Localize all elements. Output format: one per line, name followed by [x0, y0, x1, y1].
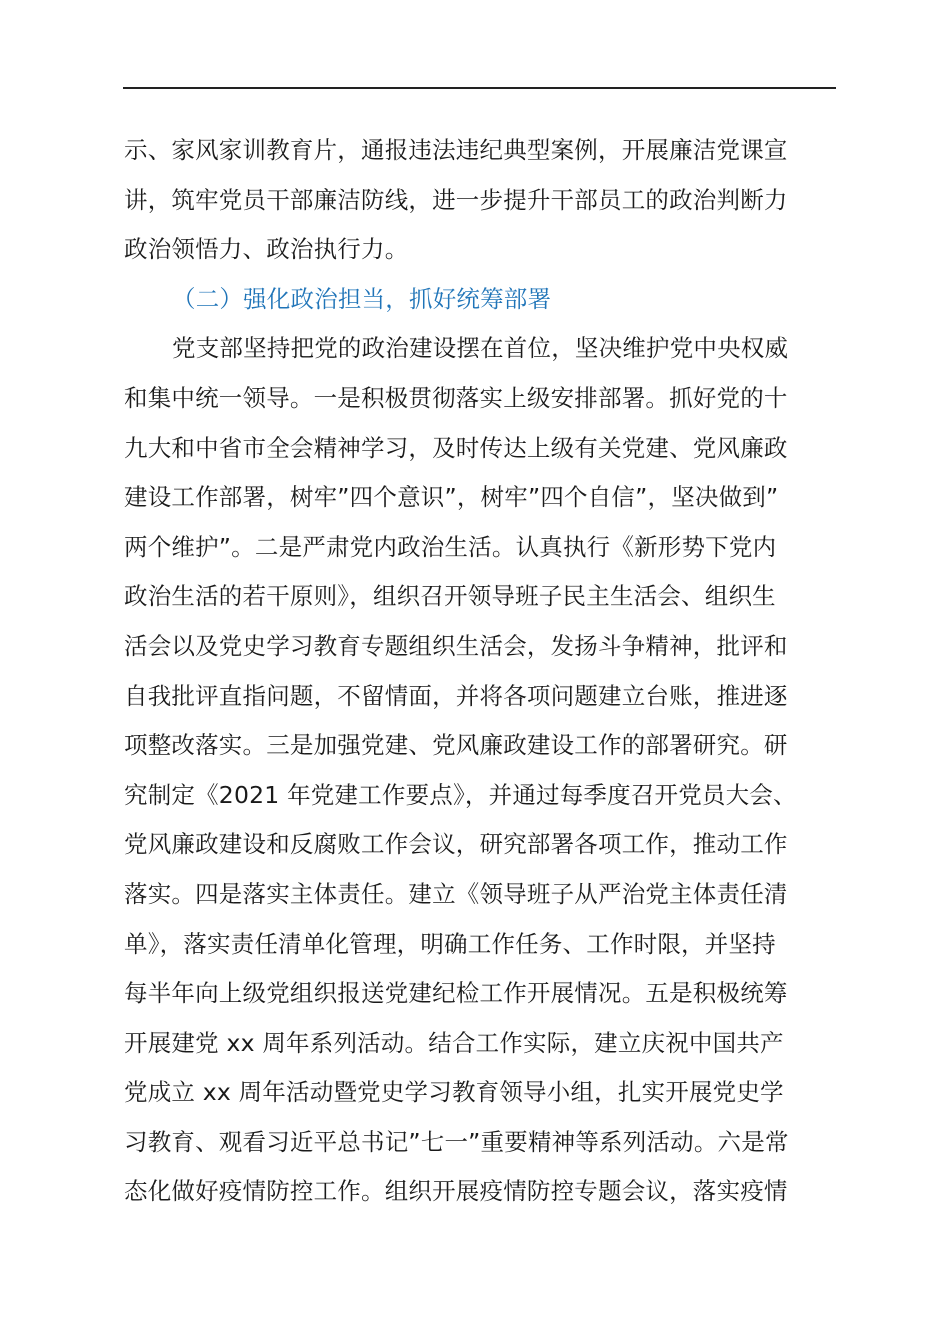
text-line: 九大和中省市全会精神学习，及时传达上级有关党建、党风廉政 [124, 433, 788, 462]
text-line: 活会以及党史学习教育专题组织生活会，发扬斗争精神，批评和 [124, 631, 788, 660]
text-line: 单》，落实责任清单化管理，明确工作任务、工作时限，并坚持 [124, 929, 776, 958]
text-line: 自我批评直指问题，不留情面，并将各项问题建立台账，推进逐 [124, 681, 788, 710]
text-line: 两个维护”。二是严肃党内政治生活。认真执行《新形势下党内 [124, 532, 777, 561]
text-line: 党成立 xx 周年活动暨党史学习教育领导小组，扎实开展党史学 [124, 1078, 784, 1107]
text-line: 习教育、观看习近平总书记”七一”重要精神等系列活动。六是常 [124, 1127, 789, 1156]
text-line: 政治领悟力、政治执行力。 [124, 235, 409, 264]
text-line: 建设工作部署，树牢”四个意识”，树牢”四个自信”，坚决做到” [124, 483, 779, 512]
text-line: 究制定《2021 年党建工作要点》，并通过每季度召开党员大会、 [124, 780, 797, 809]
header-rule [123, 87, 836, 89]
text-line: 项整改落实。三是加强党建、党风廉政建设工作的部署研究。研 [124, 731, 788, 760]
section-heading: （二）强化政治担当，抓好统筹部署 [172, 284, 552, 313]
text-line: 示、家风家训教育片，通报违法违纪典型案例，开展廉洁党课宣 [124, 136, 788, 164]
text-line: 党风廉政建设和反腐败工作会议，研究部署各项工作，推动工作 [124, 830, 788, 859]
text-line: 讲，筑牢党员干部廉洁防线，进一步提升干部员工的政治判断力 [124, 185, 788, 214]
text-line: 开展建党 xx 周年系列活动。结合工作实际，建立庆祝中国共产 [124, 1028, 784, 1057]
text-line: 落实。四是落实主体责任。建立《领导班子从严治党主体责任清 [124, 879, 788, 908]
text-line: 态化做好疫情防控工作。组织开展疫情防控专题会议，落实疫情 [124, 1177, 788, 1206]
paragraph-first-line: 党支部坚持把党的政治建设摆在首位，坚决维护党中央权威 [172, 334, 789, 363]
text-line: 每半年向上级党组织报送党建纪检工作开展情况。五是积极统筹 [124, 979, 788, 1008]
text-line: 政治生活的若干原则》，组织召开领导班子民主生活会、组织生 [124, 582, 776, 611]
body-text [124, 126, 838, 1217]
text-line: 和集中统一领导。一是积极贯彻落实上级安排部署。抓好党的十 [124, 383, 788, 412]
